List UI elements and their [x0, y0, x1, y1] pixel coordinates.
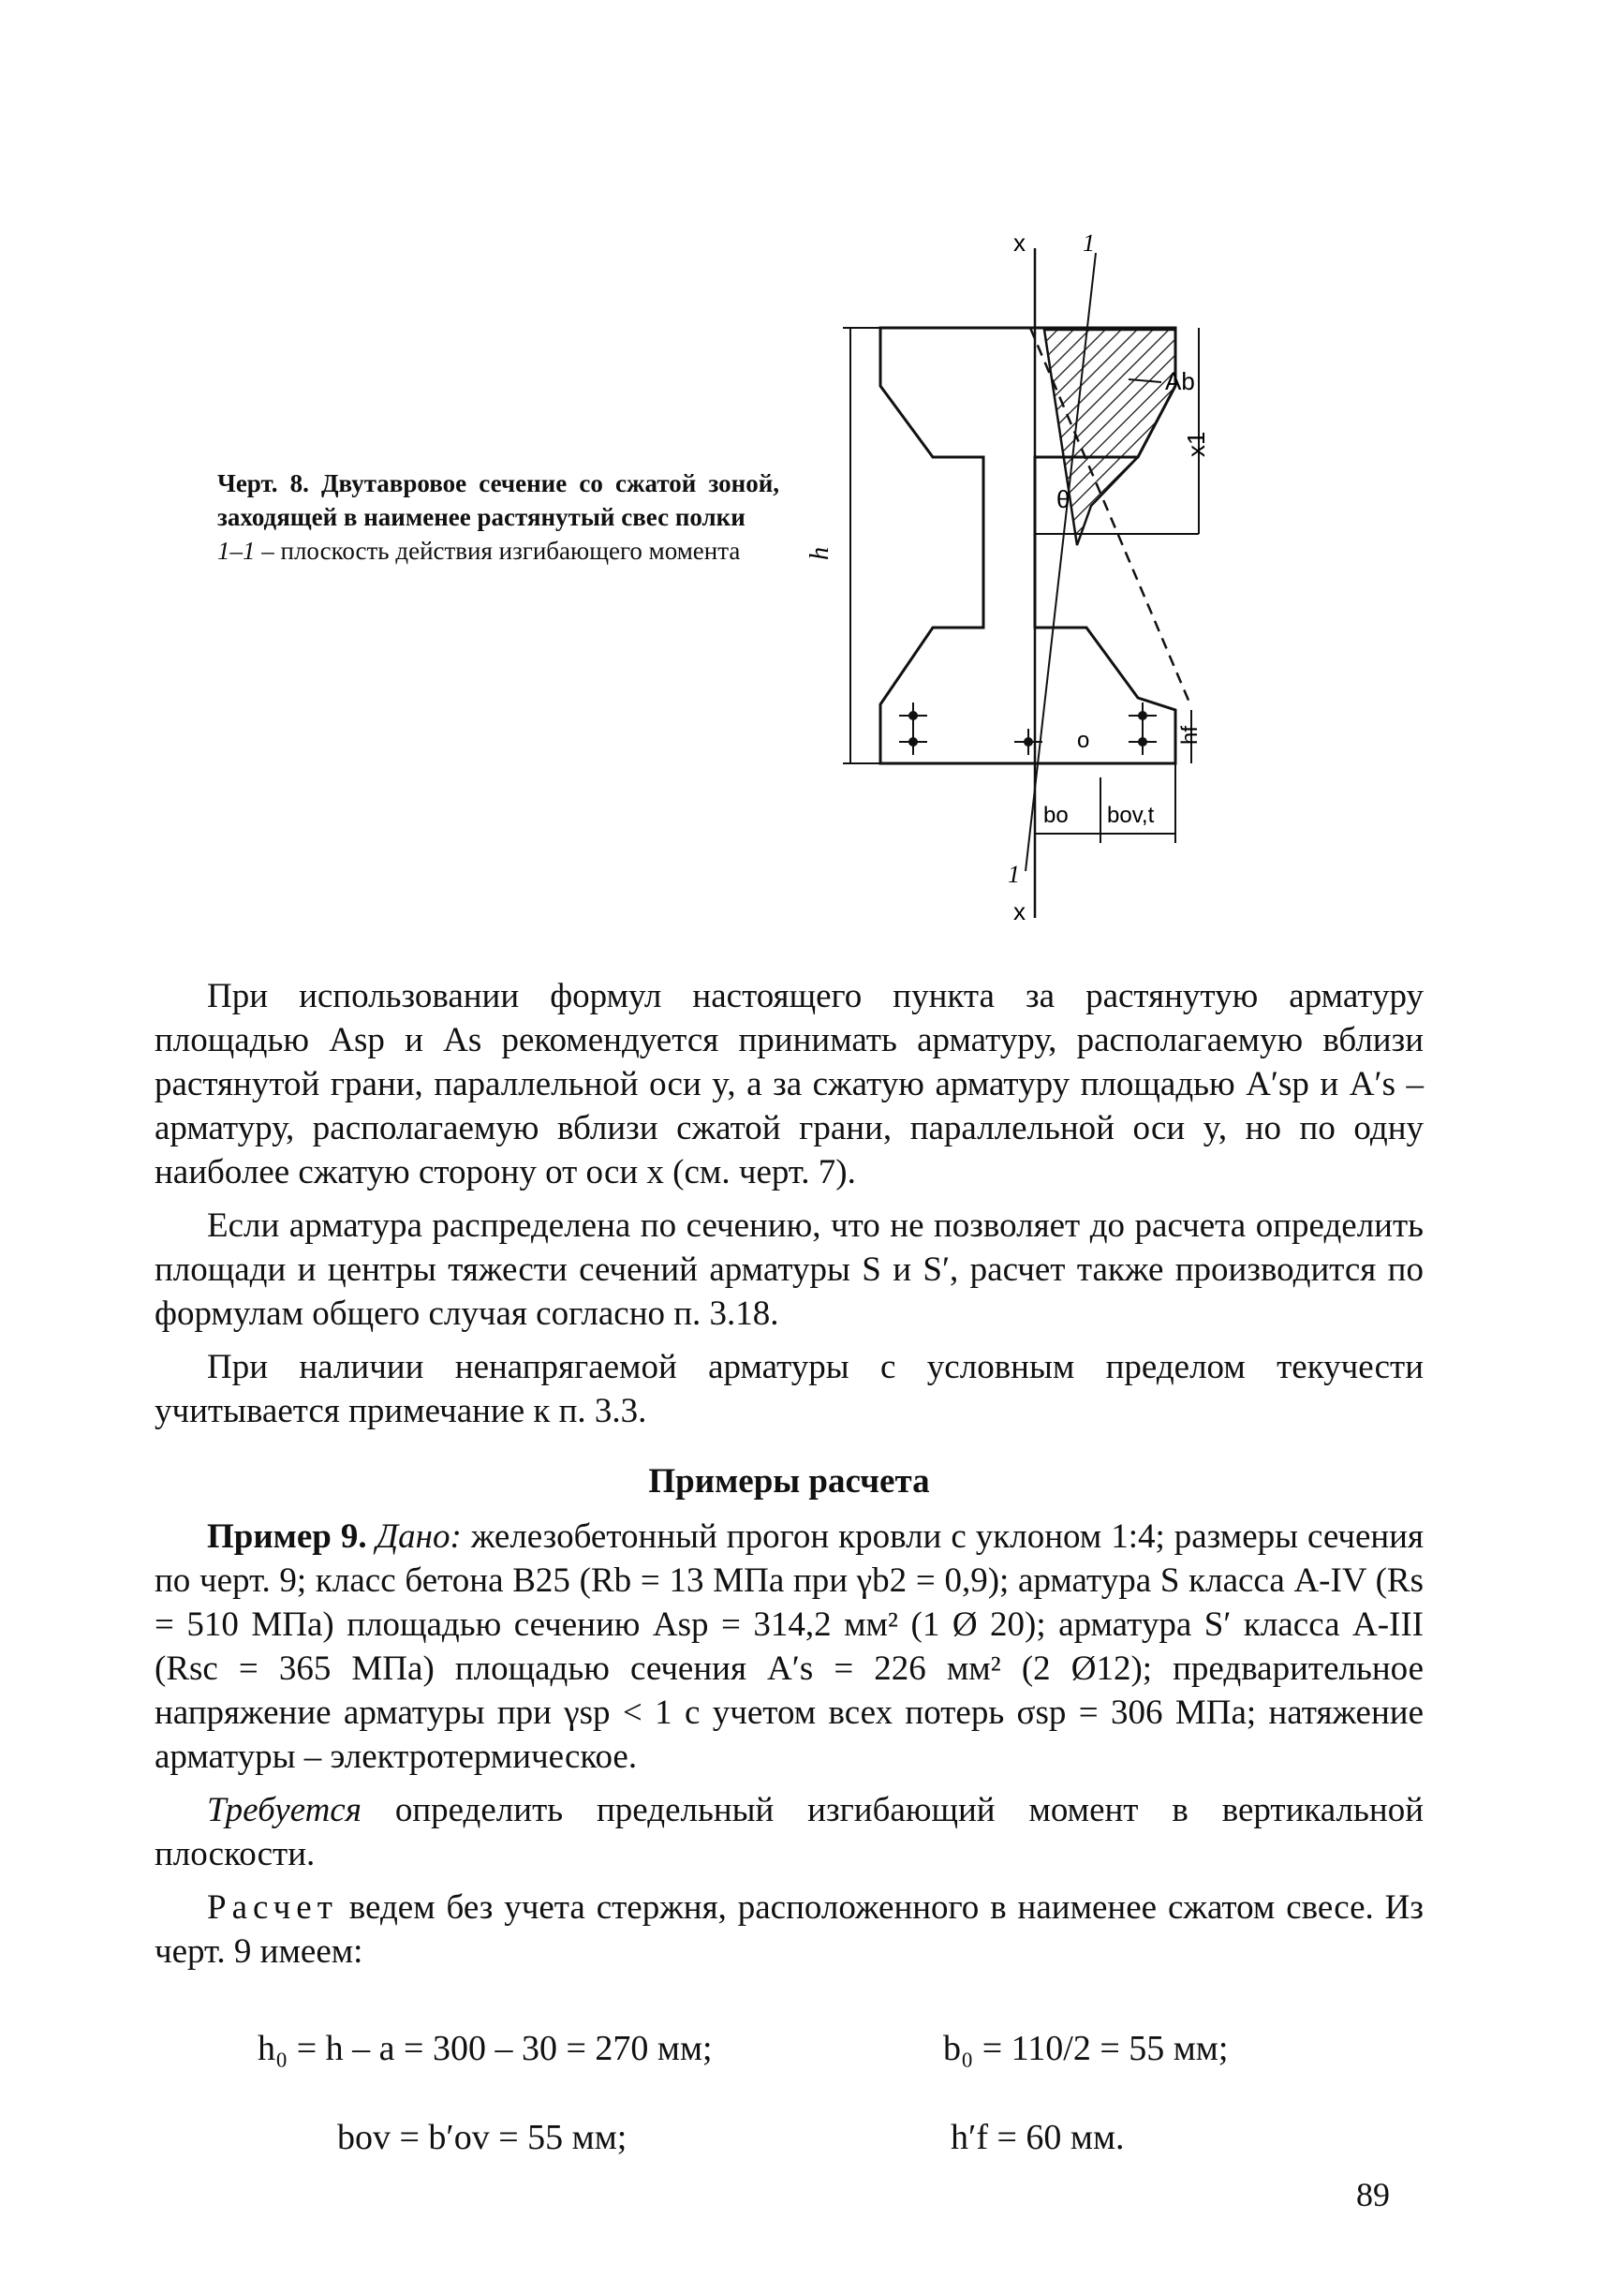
theta-label: θ — [1056, 485, 1070, 513]
center-o-label: o — [1077, 728, 1090, 753]
height-label: h — [805, 547, 834, 560]
calc-text: ведем без учета стержня, расположенного в наименее сжатом свесе. Из черт. 9 имеем: — [155, 1888, 1424, 1971]
plane-label-bottom: 1 — [1008, 861, 1020, 888]
plane-label-top: 1 — [1083, 229, 1095, 257]
axis-x-bottom-label: x — [1013, 897, 1026, 925]
x1-label: x1 — [1182, 431, 1210, 457]
given-text: железобетонный прогон кровли с уклоном 1:4; размеры сечения по черт. 9; класс бетона В25 (Rb = 13 МПа при γb2 = 0,9); арматура S класса A-IV (Rs = 510 МПа) площадью сечению Asp = 314,2 мм² (1 Ø 20); арматура S′ класса A-III (Rsc = 365 МПа) площадью сечения A′s = 226 мм² (2 Ø12); предварительное напряжение арматуры при γsp < 1 с учетом всех потерь σsp = 306 МПа; натяжение арматуры – электротермическое. — [155, 1517, 1424, 1776]
example-calc-paragraph — [155, 1886, 1424, 1974]
example-given-paragraph — [155, 1515, 1424, 1779]
i-beam-section-figure — [805, 215, 1236, 927]
b0-label: bo — [1043, 803, 1069, 828]
paragraph-3: При наличии ненапрягаемой арматуры с условным пределом текучести учитывается примечание к п. 3.3. — [155, 1348, 1424, 1430]
axis-x-top-label: x — [1013, 229, 1026, 257]
formula-hf: h′f = 60 мм. — [951, 2118, 1125, 2157]
figure-caption — [217, 466, 779, 568]
figure-caption-note-number: 1–1 — [217, 537, 256, 565]
bov-t-label: bov,t — [1107, 803, 1155, 828]
required-text: определить предельный изгибающий момент в вертикальной плоскости. — [155, 1791, 1424, 1873]
figure-caption-note — [217, 534, 779, 568]
example-required-paragraph — [155, 1788, 1424, 1876]
paragraph-2: Если арматура распределена по сечению, что не позволяет до расчета определить площади и центры тяжести сечений арматуры S и S′, расчет также производится по формулам общего случая согласно п. 3.18. — [155, 1206, 1424, 1333]
figure-caption-note-text: – плоскость действия изгибающего момента — [255, 537, 741, 565]
calc-label: Расчет — [207, 1888, 338, 1927]
formula-b0: b₀ = 110/2 = 55 мм; — [943, 2029, 1229, 2068]
figure-caption-title: Черт. 8. Двутавровое сечение со сжатой зоной, заходящей в наименее растянутый свес полки — [217, 469, 779, 531]
i-beam-section-drawing — [805, 215, 1236, 927]
body-text — [155, 974, 1424, 1983]
ab-label: Ab — [1165, 367, 1195, 395]
example-label: Пример 9. — [207, 1517, 367, 1556]
hf-label: hf — [1177, 725, 1203, 745]
page-number: 89 — [1356, 2176, 1390, 2213]
section-heading: Примеры расчета — [648, 1462, 930, 1501]
formula-h0: h₀ = h – a = 300 – 30 = 270 мм; — [258, 2029, 713, 2068]
formula-bov: bov = b′ov = 55 мм; — [337, 2118, 627, 2157]
required-label: Требуется — [207, 1791, 362, 1829]
given-label: Дано: — [376, 1517, 462, 1556]
reinforcement-bars — [899, 703, 1157, 755]
formula-block — [155, 2028, 1424, 2197]
paragraph-1: При использовании формул настоящего пункта за растянутую арматуру площадью Asp и As рекомендуется принимать арматуру, располагаемую вблизи растянутой грани, параллельной оси y, а за сжатую арматуру площадью A′sp и A′s – арматуру, располагаемую вблизи сжатой грани, параллельной оси y, но по одну наиболее сжатую сторону от оси x (см. черт. 7). — [155, 977, 1424, 1191]
